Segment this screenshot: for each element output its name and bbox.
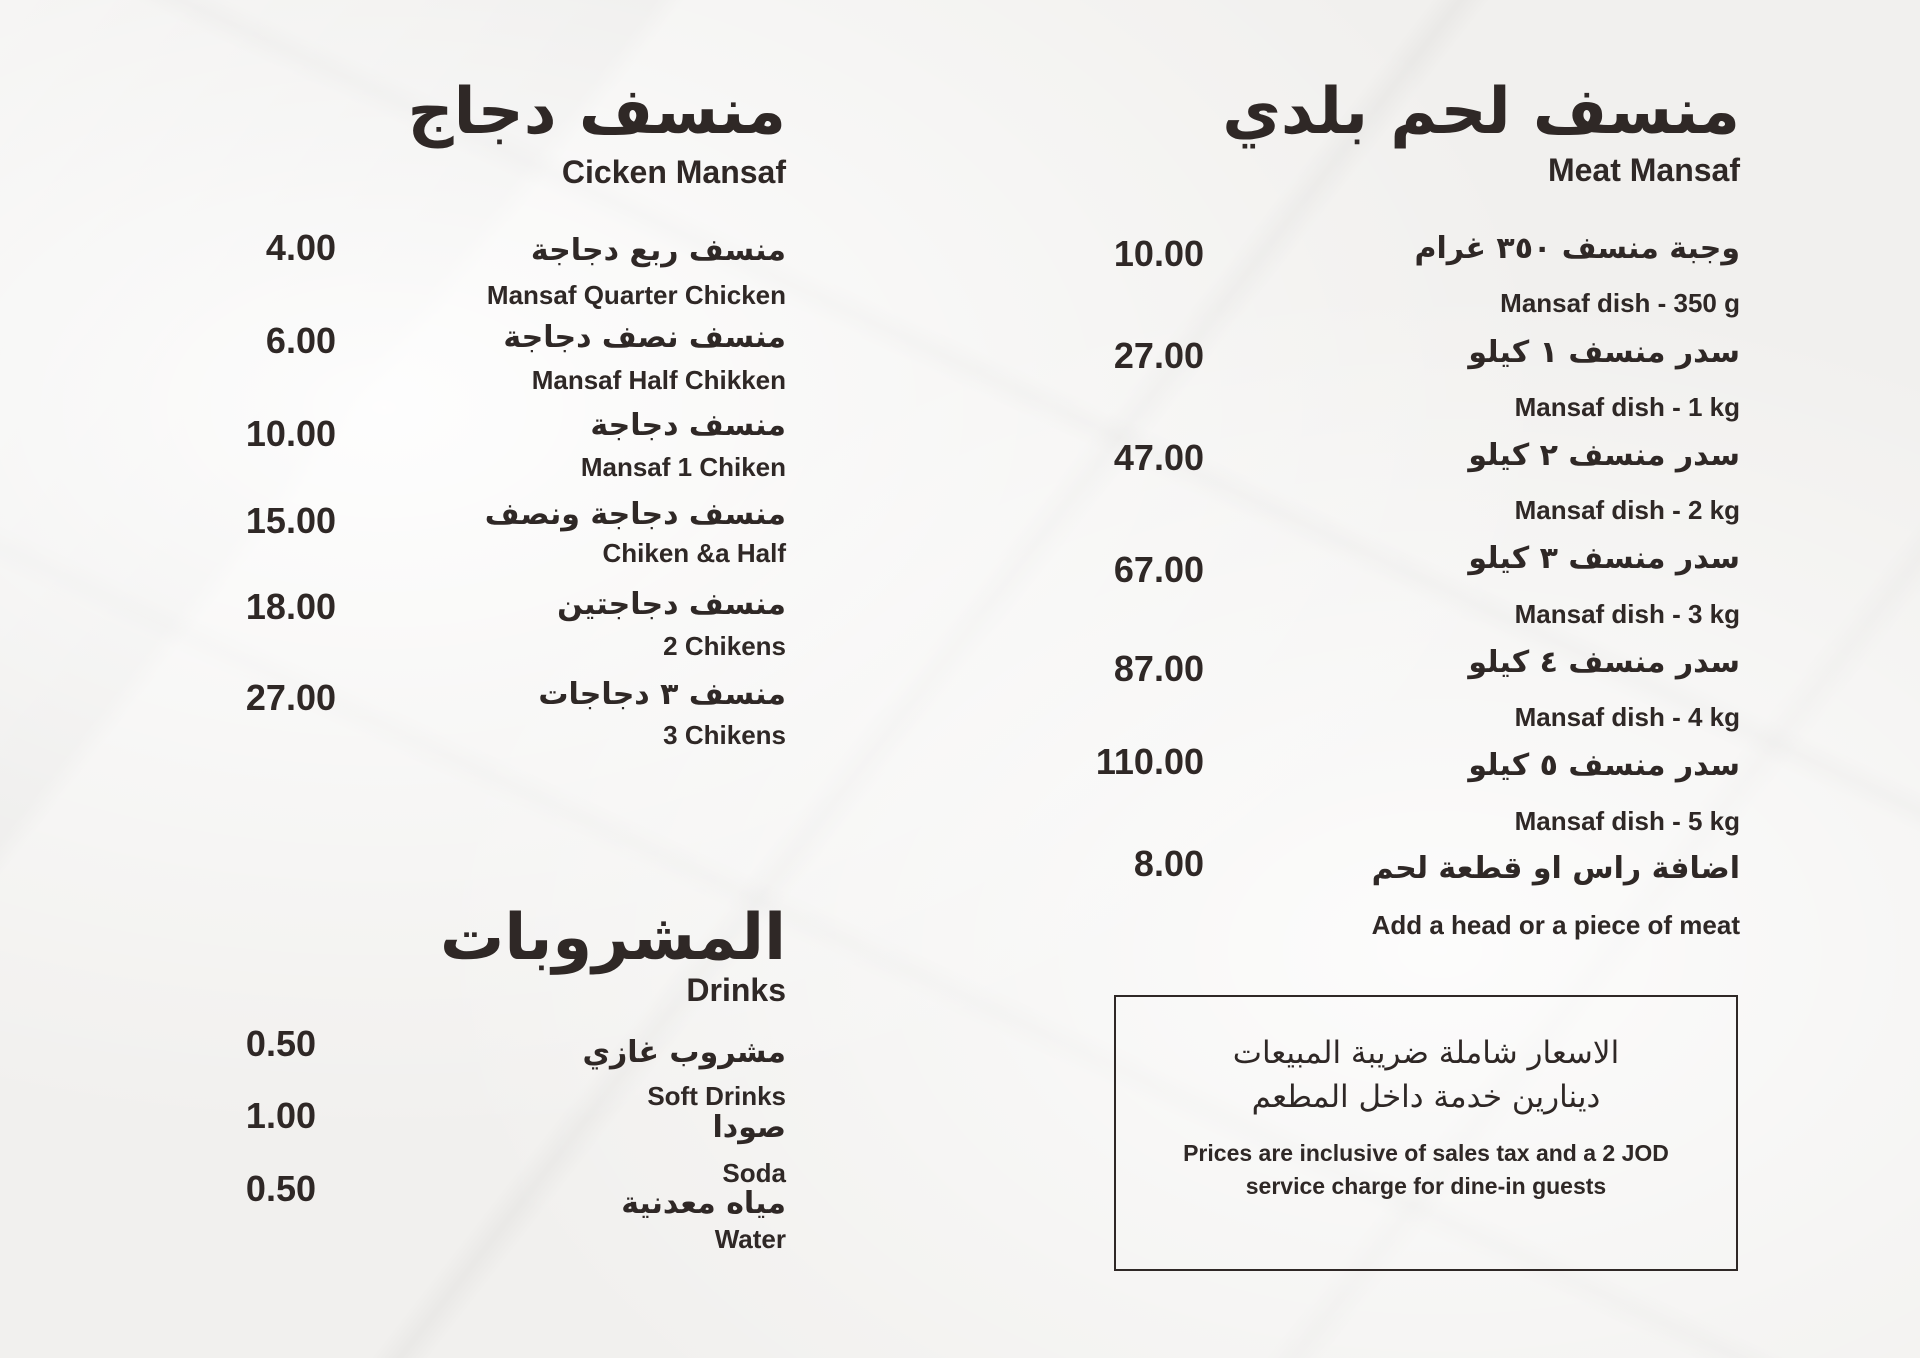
meat-price-7: 8.00 [1133,843,1204,884]
meat-price-3: 47.00 [1113,437,1204,478]
chicken-price-2: 6.00 [265,320,336,361]
chicken-price-3: 10.00 [245,413,336,454]
meat-item-7-en: Add a head or a piece of meat [1371,910,1740,940]
drinks-price-2: 1.00 [245,1095,316,1136]
drinks-item-3-en: Water [714,1224,786,1254]
meat-title-en: Meat Mansaf [1547,152,1740,188]
pricing-note-box [1114,995,1738,1271]
meat-item-1-ar: وجبة منسف ٣٥٠ غرام [1414,231,1740,266]
meat-price-1: 10.00 [1113,233,1204,274]
meat-price-6: 110.00 [1095,741,1204,782]
drinks-item-3-ar: مياه معدنية [621,1186,786,1221]
meat-item-2-ar: سدر منسف ١ كيلو [1468,335,1740,370]
chicken-price-4: 15.00 [245,500,336,541]
drinks-item-2-ar: صودا [712,1110,786,1145]
note-line2-en: service charge for dine-in guests [1245,1173,1607,1199]
note-line1-en: Prices are inclusive of sales tax and a 2 JOD [1183,1140,1669,1166]
chicken-item-5-ar: منسف دجاجتين [557,587,786,622]
chicken-price-1: 4.00 [265,227,336,268]
chicken-item-1-ar: منسف ربع دجاجة [530,233,786,268]
drinks-price-1: 0.50 [245,1023,316,1064]
meat-item-7-ar: اضافة راس او قطعة لحم [1371,851,1740,886]
meat-price-4: 67.00 [1113,549,1204,590]
chicken-item-1-en: Mansaf Quarter Chicken [486,280,786,310]
chicken-price-5: 18.00 [245,586,336,627]
chicken-title-en: Cicken Mansaf [561,154,786,190]
meat-item-3-en: Mansaf dish - 2 kg [1514,495,1740,525]
meat-item-4-ar: سدر منسف ٣ كيلو [1468,541,1740,576]
chicken-item-6-ar: منسف ٣ دجاجات [538,677,786,712]
chicken-item-4-ar: منسف دجاجة ونصف [484,497,786,532]
meat-item-6-ar: سدر منسف ٥ كيلو [1468,748,1740,783]
note-line2-ar: دينارين خدمة داخل المطعم [1251,1079,1601,1115]
drinks-item-1-ar: مشروب غازي [582,1035,786,1070]
meat-item-1-en: Mansaf dish - 350 g [1500,288,1740,318]
meat-item-4-en: Mansaf dish - 3 kg [1514,599,1740,629]
chicken-item-5-en: 2 Chikens [663,631,786,661]
chicken-price-6: 27.00 [245,677,336,718]
meat-item-2-en: Mansaf dish - 1 kg [1514,392,1740,422]
drinks-item-2-en: Soda [722,1158,786,1188]
meat-item-6-en: Mansaf dish - 5 kg [1514,806,1740,836]
chicken-item-3-ar: منسف دجاجة [590,408,786,443]
chicken-title-ar: منسف دجاج [407,75,786,149]
note-line1-ar: الاسعار شاملة ضريبة المبيعات [1232,1035,1620,1071]
meat-price-5: 87.00 [1113,648,1204,689]
drinks-price-3: 0.50 [245,1168,316,1209]
meat-price-2: 27.00 [1113,335,1204,376]
meat-item-5-en: Mansaf dish - 4 kg [1514,702,1740,732]
drinks-item-1-en: Soft Drinks [647,1081,786,1111]
chicken-item-6-en: 3 Chikens [663,720,786,750]
meat-item-5-ar: سدر منسف ٤ كيلو [1468,645,1740,680]
meat-item-3-ar: سدر منسف ٢ كيلو [1468,438,1740,473]
chicken-item-2-en: Mansaf Half Chikken [531,365,786,395]
chicken-item-4-en: Chiken &a Half [602,538,786,568]
drinks-title-ar: المشروبات [440,901,786,975]
chicken-item-3-en: Mansaf 1 Chiken [580,452,786,482]
chicken-item-2-ar: منسف نصف دجاجة [503,320,786,355]
drinks-title-en: Drinks [686,972,786,1008]
meat-title-ar: منسف لحم بلدي [1222,75,1740,149]
